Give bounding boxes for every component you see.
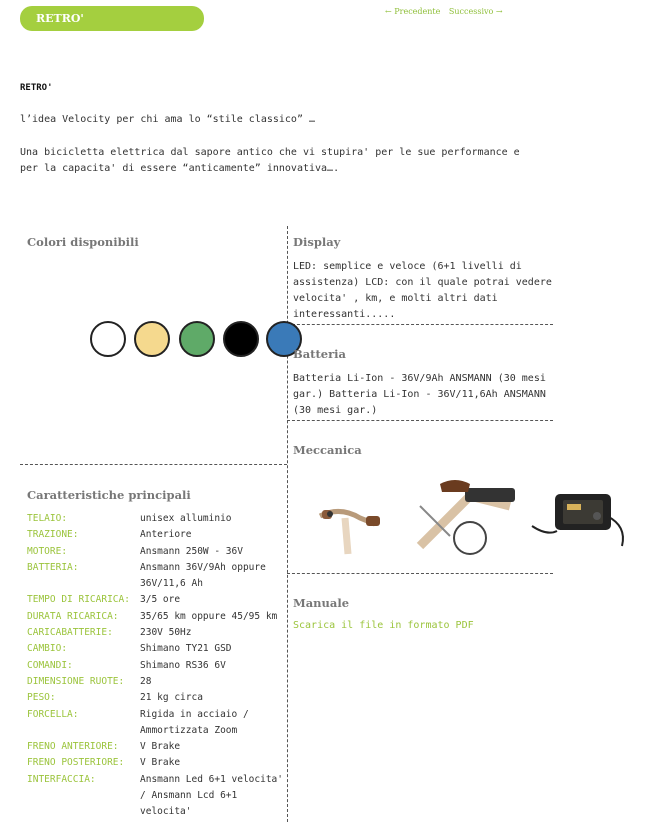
spec-key: CAMBIO: [27, 643, 68, 655]
spec-value: 28 [140, 675, 152, 687]
rear-rack-photo[interactable] [410, 476, 520, 556]
spec-key: PESO: [27, 692, 56, 704]
divider [287, 573, 553, 574]
spec-row [27, 544, 289, 560]
spec-key: FRENO ANTERIORE: [27, 741, 119, 753]
display-title: Display [293, 235, 341, 249]
spec-key: TEMPO DI RICARICA: [27, 594, 130, 606]
spec-key: COMANDI: [27, 659, 73, 671]
spec-value: V Brake [140, 757, 181, 769]
color-swatch-white [90, 321, 126, 357]
spec-row [27, 641, 289, 657]
spec-value: Ansmann 250W - 36V [140, 545, 243, 557]
spec-key: FRENO POSTERIORE: [27, 757, 125, 769]
page-title: RETRO' [20, 83, 53, 93]
spec-row [27, 592, 289, 608]
next-link[interactable]: Successivo → [448, 7, 503, 16]
spec-row [27, 690, 289, 706]
color-swatch-green [179, 321, 215, 357]
spec-row [27, 772, 289, 821]
divider [20, 464, 287, 465]
spec-row [27, 674, 289, 690]
spec-key: INTERFACCIA: [27, 773, 96, 785]
spec-row [27, 739, 289, 755]
pagination-nav [385, 7, 509, 16]
spec-row [27, 658, 289, 674]
spec-row [27, 511, 289, 527]
spec-value: Rigida in acciaio / Ammortizzata Zoom [140, 708, 249, 736]
spec-row [27, 625, 289, 641]
color-swatch-black [223, 321, 259, 357]
spec-key: DIMENSIONE RUOTE: [27, 675, 125, 687]
spec-value: 35/65 km oppure 45/95 km [140, 610, 278, 622]
specs-title: Caratteristiche principali [27, 488, 191, 502]
manual-title: Manuale [293, 596, 350, 610]
spec-key: TRAZIONE: [27, 529, 79, 541]
color-swatch-cream [134, 321, 170, 357]
spec-key: DURATA RICARICA: [27, 610, 119, 622]
spec-value: Shimano TY21 GSD [140, 643, 232, 655]
spec-key: FORCELLA: [27, 708, 79, 720]
spec-value: Shimano RS36 6V [140, 659, 226, 671]
manual-pdf-link[interactable]: Scarica il file in formato PDF [293, 620, 474, 631]
battery-title: Batteria [293, 347, 346, 361]
intro-description: Una bicicletta elettrica dal sapore antico che vi stupira' per le sue performance e per la capacita' di essere “anticamente” innovativa…. [20, 147, 520, 174]
spec-value: 230V 50Hz [140, 627, 192, 639]
section-tab[interactable]: RETRO' [20, 6, 204, 31]
spec-value: 21 kg circa [140, 692, 203, 704]
spec-key: MOTORE: [27, 545, 68, 557]
prev-link[interactable]: ← Precedente [385, 7, 441, 16]
spec-value: unisex alluminio [140, 513, 232, 524]
specs-table [27, 511, 289, 821]
divider [287, 324, 553, 325]
spec-value: V Brake [140, 741, 181, 753]
lcd-display-photo[interactable] [527, 476, 635, 556]
handlebar-photo[interactable] [300, 476, 395, 556]
spec-row [27, 707, 289, 740]
spec-row [27, 755, 289, 771]
spec-key: TELAIO: [27, 513, 68, 524]
spec-value: 3/5 ore [140, 594, 181, 606]
mechanics-title: Meccanica [293, 443, 362, 457]
battery-text: Batteria Li-Ion - 36V/9Ah ANSMANN (30 mesi gar.) Batteria Li-Ion - 36V/11,6Ah ANSMANN (30 mesi gar.) [293, 373, 546, 416]
spec-key: CARICABATTERIE: [27, 627, 113, 639]
display-text: LED: semplice e veloce (6+1 livelli di assistenza) LCD: con il quale potrai vedere velocita' , km, e molti altri dati interessanti..... [293, 261, 552, 320]
spec-value: Ansmann 36V/9Ah oppure 36V/11,6 Ah [140, 561, 266, 590]
spec-value: Ansmann Led 6+1 velocita' / Ansmann Lcd 6+1 velocita' [140, 773, 283, 818]
spec-key: BATTERIA: [27, 561, 79, 573]
spec-value: Anteriore [140, 529, 192, 541]
intro-tagline: l’idea Velocity per chi ama lo “stile classico” … [20, 114, 316, 125]
spec-row [27, 527, 289, 543]
spec-row [27, 609, 289, 625]
spec-row [27, 560, 289, 593]
colors-title: Colori disponibili [27, 235, 139, 249]
divider [287, 420, 553, 421]
